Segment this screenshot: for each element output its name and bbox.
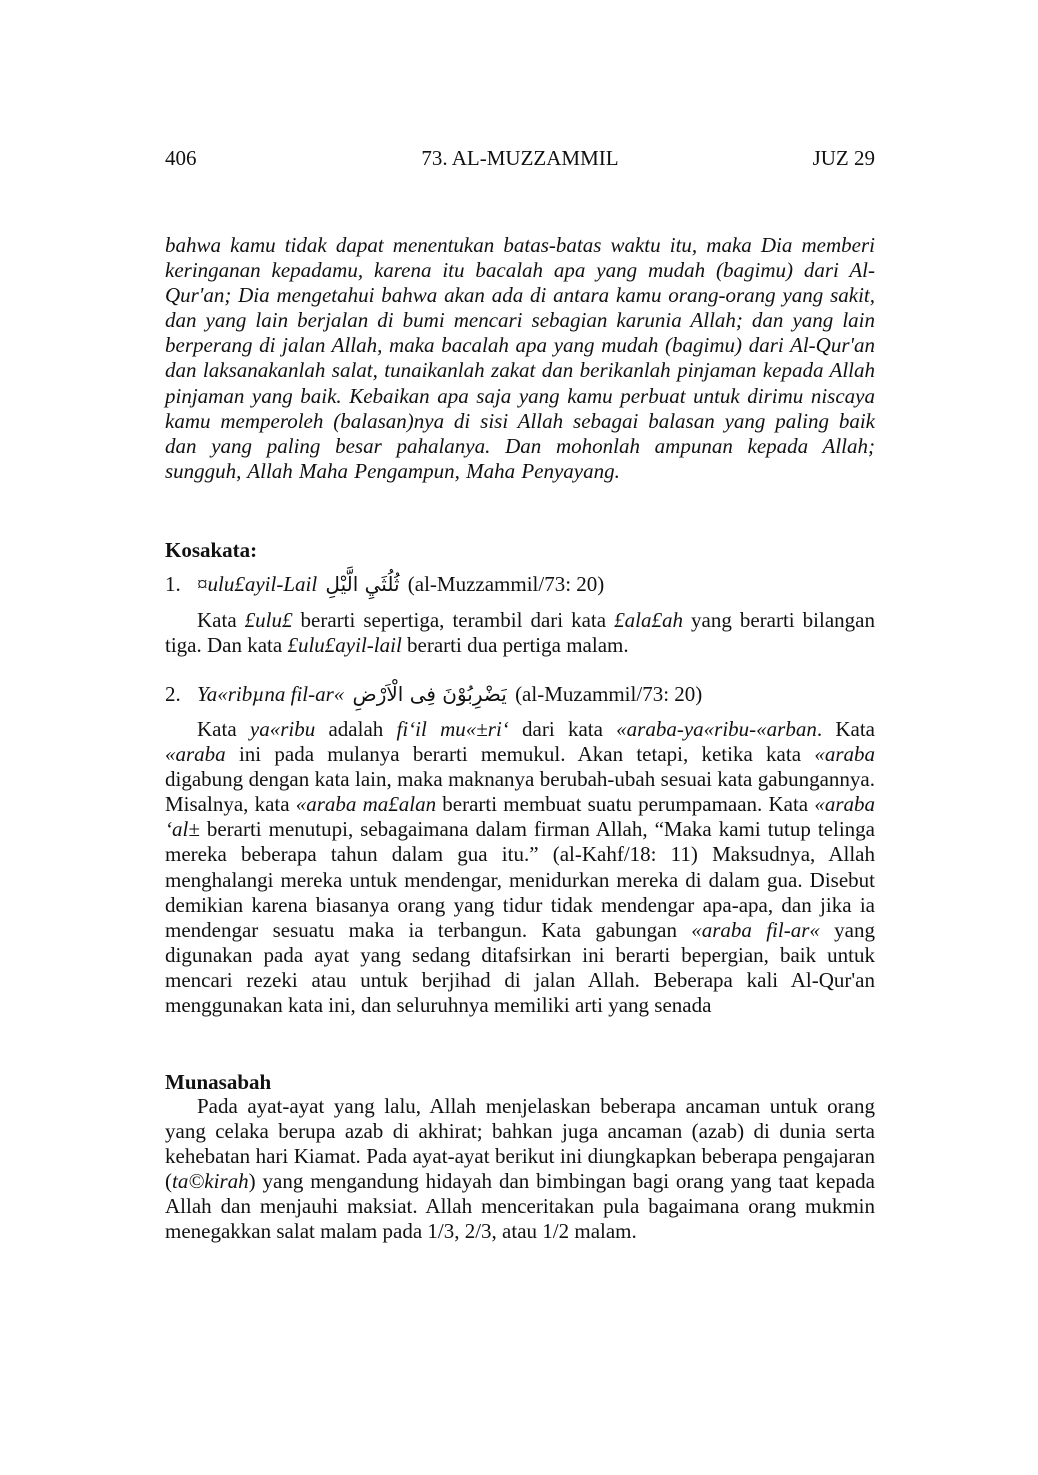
transliteration: fi‘il mu«±ri‘ bbox=[396, 717, 509, 741]
vocab-item-1-reference: (al-Muzzammil/73: 20) bbox=[407, 572, 605, 596]
transliteration: «araba bbox=[165, 742, 226, 767]
text-run: yang berarti bilangan tiga. Dan kata bbox=[165, 608, 875, 658]
vocab-item-1-number: 1. bbox=[165, 572, 181, 596]
text-run: ) yang mengandung hidayah dan bimbingan bagi orang yang taat kepada Allah dan menjauhi maksiat. Allah menceritakan pula bagaimana orang mukmin menegakkan salat malam pada 1/3, 2/3, atau 1/2 malam. bbox=[165, 1169, 875, 1244]
transliteration: ta©kirah bbox=[172, 1169, 249, 1194]
text-run: . Kata bbox=[816, 717, 875, 741]
transliteration: «araba ‘al± bbox=[165, 792, 875, 842]
transliteration: «araba bbox=[814, 742, 875, 767]
translation-paragraph: bahwa kamu tidak dapat menentukan batas-batas waktu itu, maka Dia memberi keringanan kepadamu, karena itu bacalah apa yang mudah (bagimu) dari Al-Qur'an; Dia mengetahui bahwa akan ada di antara kamu orang-orang yang sakit, dan yang lain berjalan di bumi mencari sebagian karunia Allah; dan yang lain berperang di jalan Allah, maka bacalah apa yang mudah (bagimu) dari Al-Qur'an dan laksanakanlah salat, tunaikanlah zakat dan berikanlah pinjaman kepada Allah pinjaman yang baik. Kebaikan apa saja yang kamu perbuat untuk dirimu niscaya kamu memperoleh (balasan)nya di sisi Allah sebagai balasan yang paling baik dan yang paling besar pahalanya. Dan mohonlah ampunan kepada Allah; sungguh, Allah Maha Pengampun, Maha Penyayang. bbox=[165, 233, 875, 483]
vocab-item-2-body bbox=[165, 717, 875, 1018]
text-run: Kata bbox=[197, 608, 245, 632]
text-run: ini pada mulanya berarti memukul. Akan tetapi, ketika kata bbox=[225, 742, 815, 767]
transliteration: ya«ribu bbox=[249, 717, 316, 741]
munasabah-heading: Munasabah bbox=[165, 1070, 272, 1094]
vocab-item-1-body bbox=[165, 608, 875, 658]
page-number: 406 bbox=[165, 146, 197, 170]
vocab-item-2-number: 2. bbox=[165, 682, 181, 706]
juz-label: JUZ 29 bbox=[812, 146, 875, 170]
kosakata-heading: Kosakata: bbox=[165, 538, 258, 562]
chapter-title: 73. AL-MUZZAMMIL bbox=[421, 146, 619, 170]
vocab-item-2-reference: (al-Muzammil/73: 20) bbox=[515, 682, 703, 706]
text-run: berarti membuat suatu perumpamaan. Kata bbox=[436, 792, 815, 817]
vocab-item-2-term: Ya«ribµna fil-ar« bbox=[197, 682, 345, 706]
page-header bbox=[165, 146, 875, 172]
vocab-item-1-arabic: ثُلُثَيِ الَّيْلِ bbox=[325, 572, 400, 596]
transliteration: «araba ma£alan bbox=[295, 792, 437, 817]
munasabah-body bbox=[165, 1094, 875, 1245]
text-run: berarti dua pertiga malam. bbox=[401, 633, 629, 658]
vocab-item-2-arabic: يَضْرِبُوْنَ فِى الْاَرْضِ bbox=[352, 682, 507, 706]
vocab-item-2-title bbox=[165, 681, 702, 707]
text-run: dari kata bbox=[508, 717, 617, 741]
text-run: berarti menutupi, sebagaimana dalam firman Allah, “Maka kami tutup telinga mereka beberapa tahun dalam gua itu.” (al-Kahf/18: 11) Maksudnya, Allah menghalangi mereka untuk mendengar, menidurkan mereka di dalam gua. Disebut demikian karena biasanya orang yang tidur tidak mendengar apa-apa, dan jika ia mendengar sesuatu maka ia terbangun. Kata gabungan bbox=[165, 817, 875, 942]
text-run: Kata bbox=[197, 717, 250, 741]
text-run: Pada ayat-ayat yang lalu, Allah menjelaskan beberapa ancaman untuk orang yang celaka berupa azab di akhirat; bahkan juga ancaman (azab) di dunia serta kehebatan hari Kiamat. Pada ayat-ayat berikut ini diungkapkan beberapa pengajaran ( bbox=[165, 1094, 875, 1194]
transliteration: «araba fil-ar« bbox=[691, 917, 820, 942]
text-run: digabung dengan kata lain, maka maknanya berubah-ubah sesuai kata gabungannya. Misalnya, kata bbox=[165, 767, 875, 817]
vocab-item-1-title bbox=[165, 571, 604, 597]
text-run: adalah bbox=[315, 717, 397, 741]
vocab-item-1-term: ¤ulu£ayil-Lail bbox=[197, 572, 318, 596]
text-run: yang digunakan pada ayat yang sedang ditafsirkan ini berarti bepergian, baik untuk mencari rezeki atau untuk berjihad di jalan Allah. Beberapa kali Al-Qur'an menggunakan kata ini, dan seluruhnya memiliki arti yang senada bbox=[165, 917, 875, 1018]
transliteration: £ulu£ayil-lail bbox=[287, 633, 402, 658]
transliteration: £ulu£ bbox=[244, 608, 293, 632]
transliteration: £ala£ah bbox=[614, 608, 683, 632]
transliteration: «araba-ya«ribu-«arban bbox=[616, 717, 817, 741]
text-run: berarti sepertiga, terambil dari kata bbox=[292, 608, 615, 632]
